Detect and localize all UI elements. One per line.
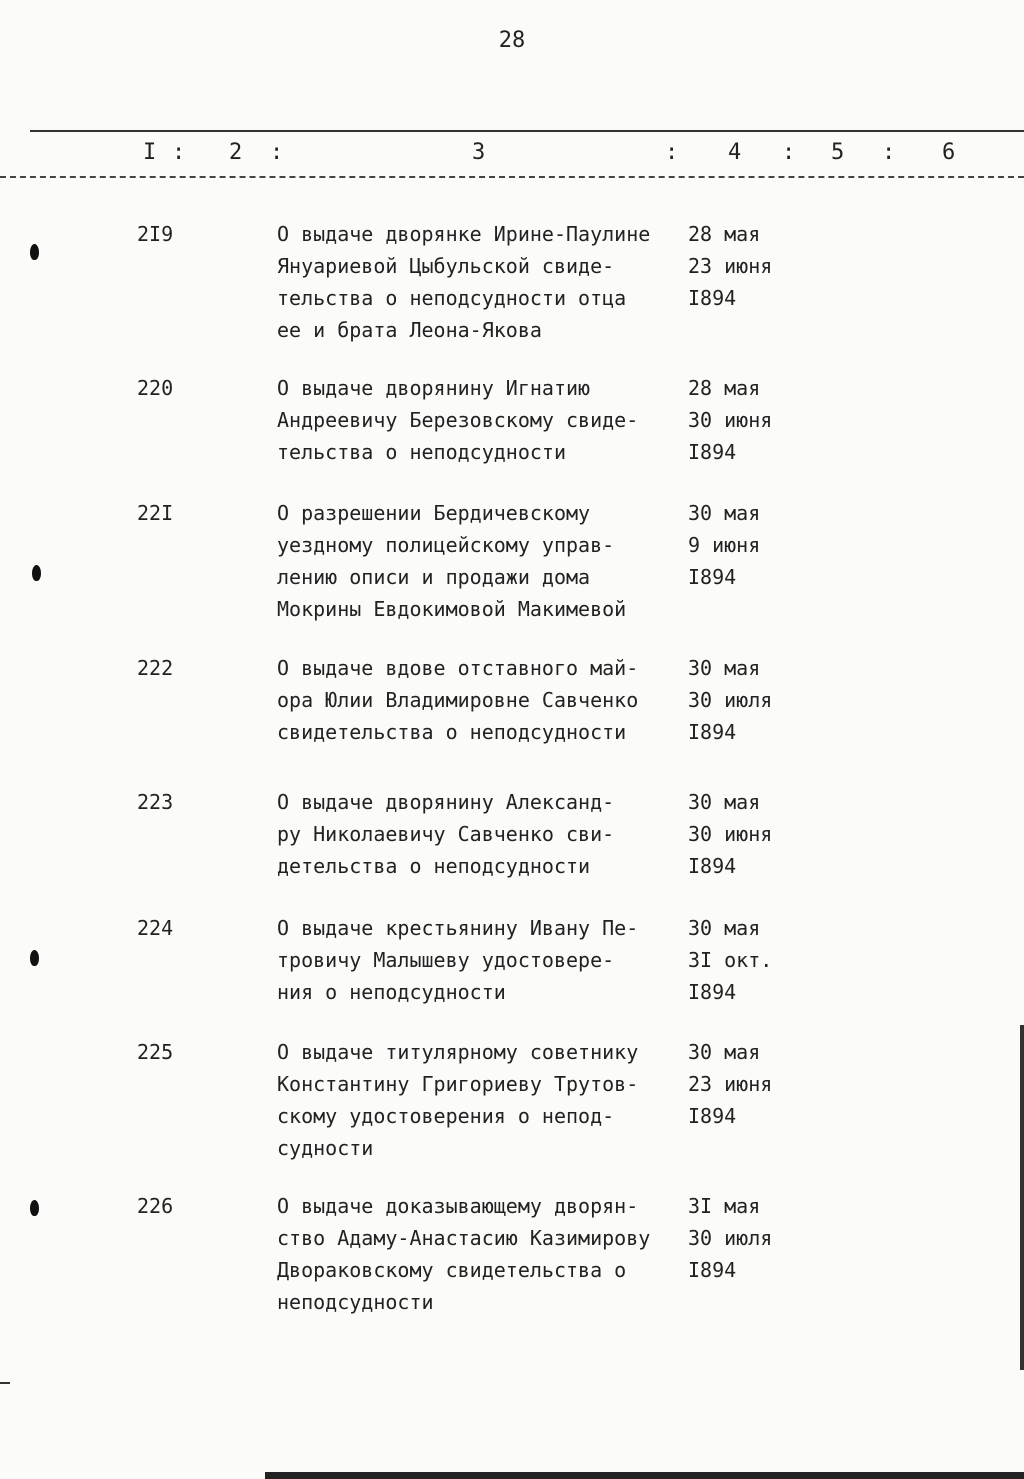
date-line: I894 — [688, 854, 737, 878]
description-line: ру Николаевичу Савченко сви- — [277, 822, 615, 846]
description-line: О выдаче дворянке Ирине-Паулине — [277, 222, 651, 246]
binding-hole-mark — [30, 244, 39, 260]
binding-hole-mark — [32, 565, 41, 581]
description-line: ния о неподсудности — [277, 980, 506, 1004]
header-bottom-rule — [0, 176, 1024, 178]
description-line: О выдаче крестьянину Ивану Пе- — [277, 916, 639, 940]
description-line: судности — [277, 1136, 374, 1160]
entry-number: 22I — [137, 501, 174, 525]
date-line: 30 июля — [688, 688, 773, 712]
entry-description — [277, 1036, 677, 1164]
date-line: 30 мая — [688, 790, 761, 814]
date-line: 30 мая — [688, 916, 761, 940]
entry-number: 224 — [137, 916, 174, 940]
entry-dates — [688, 218, 772, 314]
description-line: О выдаче вдове отставного май- — [277, 656, 639, 680]
description-line: О выдаче титулярному советнику — [277, 1040, 639, 1064]
description-line: О выдаче дворянину Игнатию — [277, 376, 591, 400]
entry-dates — [688, 1190, 772, 1286]
column-separator: : — [882, 140, 896, 165]
entry-dates — [688, 652, 772, 748]
date-line: I894 — [688, 1258, 737, 1282]
date-line: 30 мая — [688, 656, 761, 680]
date-line: 3I мая — [688, 1194, 761, 1218]
entry-dates — [688, 912, 772, 1008]
date-line: I894 — [688, 720, 737, 744]
description-line: уездному полицейскому управ- — [277, 533, 615, 557]
date-line: I894 — [688, 1104, 737, 1128]
entry-dates — [688, 1036, 772, 1132]
description-line: Андреевичу Березовскому свиде- — [277, 408, 639, 432]
entry-dates — [688, 786, 772, 882]
column-3-header: 3 — [472, 140, 486, 165]
date-line: 9 июня — [688, 533, 761, 557]
description-line: детельства о неподсудности — [277, 854, 591, 878]
entry-number: 226 — [137, 1194, 174, 1218]
date-line: 30 мая — [688, 501, 761, 525]
description-line: лению описи и продажи дома — [277, 565, 591, 589]
date-line: 30 мая — [688, 1040, 761, 1064]
entry-description — [277, 372, 677, 468]
date-line: 28 мая — [688, 222, 761, 246]
entry-dates — [688, 372, 772, 468]
column-separator: : — [665, 140, 679, 165]
page-number: 28 — [498, 28, 526, 53]
description-line: ство Адаму-Анастасию Казимирову — [277, 1226, 651, 1250]
description-line: тровичу Малышеву удостовере- — [277, 948, 615, 972]
date-line: I894 — [688, 286, 737, 310]
date-line: 23 июня — [688, 254, 773, 278]
page-edge — [1020, 1025, 1024, 1370]
entry-description — [277, 218, 677, 346]
entry-number: 222 — [137, 656, 174, 680]
column-header-row — [0, 140, 1024, 170]
entry-dates — [688, 497, 760, 593]
date-line: I894 — [688, 565, 737, 589]
description-line: О выдаче доказывающему дворян- — [277, 1194, 639, 1218]
column-5-header: 5 — [831, 140, 845, 165]
page-edge — [265, 1472, 1024, 1479]
entry-description — [277, 912, 677, 1008]
column-1-header: I — [143, 140, 157, 165]
description-line: Мокрины Евдокимовой Макимевой — [277, 597, 627, 621]
column-separator: : — [782, 140, 796, 165]
description-line: ора Юлии Владимировне Савченко — [277, 688, 639, 712]
binding-hole-mark — [30, 1200, 39, 1216]
entry-number: 223 — [137, 790, 174, 814]
date-line: 30 июня — [688, 822, 773, 846]
column-separator: : — [270, 140, 284, 165]
entry-description — [277, 652, 677, 748]
date-line: 30 июня — [688, 408, 773, 432]
description-line: О выдаче дворянину Александ- — [277, 790, 615, 814]
description-line: Януариевой Цыбульской свиде- — [277, 254, 615, 278]
description-line: О разрешении Бердичевскому — [277, 501, 591, 525]
date-line: 28 мая — [688, 376, 761, 400]
date-line: 30 июля — [688, 1226, 773, 1250]
date-line: I894 — [688, 440, 737, 464]
date-line: 3I окт. — [688, 948, 773, 972]
entry-number: 220 — [137, 376, 174, 400]
column-2-header: 2 — [229, 140, 243, 165]
description-line: Константину Григориеву Трутов- — [277, 1072, 639, 1096]
description-line: свидетельства о неподсудности — [277, 720, 627, 744]
description-line: ее и брата Леона-Якова — [277, 318, 542, 342]
description-line: скому удостоверения о непод- — [277, 1104, 615, 1128]
description-line: тельства о неподсудности отца — [277, 286, 627, 310]
margin-mark — [0, 1382, 10, 1384]
description-line: Двораковскому свидетельства о — [277, 1258, 627, 1282]
column-separator: : — [172, 140, 186, 165]
description-line: неподсудности — [277, 1290, 434, 1314]
entry-description — [277, 497, 677, 625]
binding-hole-mark — [30, 950, 39, 966]
date-line: 23 июня — [688, 1072, 773, 1096]
date-line: I894 — [688, 980, 737, 1004]
column-6-header: 6 — [942, 140, 956, 165]
column-4-header: 4 — [728, 140, 742, 165]
entry-description — [277, 1190, 677, 1318]
description-line: тельства о неподсудности — [277, 440, 566, 464]
entry-number: 225 — [137, 1040, 174, 1064]
entry-description — [277, 786, 677, 882]
entry-number: 2I9 — [137, 222, 174, 246]
header-top-rule — [30, 130, 1024, 132]
